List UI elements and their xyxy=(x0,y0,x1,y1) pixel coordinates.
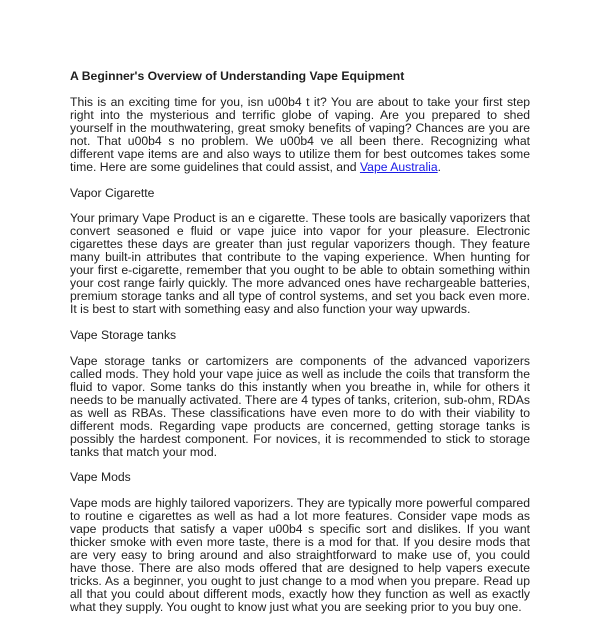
section-heading-vape-mods: Vape Mods xyxy=(70,470,131,485)
section-heading-vape-storage-tanks: Vape Storage tanks xyxy=(70,328,177,342)
vape-australia-link[interactable]: Vape Australia xyxy=(359,159,438,174)
section-body-vape-storage-tanks: Vape storage tanks or cartomizers are components of the advanced vaporizers called mods. They hold your vape juice as well as include the coils that transform the fluid to vapor. Some tanks do this instantly when you breathe in, while for others it needs to be manually activated. There are 4 types of tanks, criterion, sub-ohm, RDAs as well as RBAs. These classifications have even more to do with their viability to different mods. Regarding vape products are concerned, getting storage tanks is possibly the hardest component. For novices, it is recommended to stick to storage tanks that match your mod. xyxy=(70,353,530,459)
section-heading-vapor-cigarette: Vapor Cigarette xyxy=(70,185,155,200)
section-body-vapor-cigarette: Your primary Vape Product is an e cigarette. These tools are basically vaporizers that convert seasoned e fluid or vape juice into vapor for your pleasure. Electronic cigarettes these days are greater than just regular vaporizers though. They feature many built-in attributes that contribute to the vaping experience. When hunting for your first e-cigarette, remember that you ought to be able to obtain something within your cost range fairly quickly. The more advanced ones have rechargeable batteries, premium storage tanks and all type of control systems, and set you back even more. It is best to start with something easy and also function your way upwards. xyxy=(70,211,530,317)
section-body-vape-mods: Vape mods are highly tailored vaporizers. They are typically more powerful compared to routine e cigarettes as well as had a lot more features. Consider vape mods as vape products that satisfy a vaper u00b4 s specific sort and dislikes. If you want thicker smoke with even more taste, there is a mod for that. If you desire mods that are very easy to bring around and also straightforward to make use of, you could have those. There are also mods offered that are designed to help vapers execute tricks. As a beginner, you ought to just change to a mod when you prepare. Read up all that you could about different mods, exactly how they function as well as exactly what they supply. You ought to know just what you are seeking prior to you buy one. xyxy=(70,496,530,614)
intro-text-end: . xyxy=(437,159,442,174)
document-title: A Beginner's Overview of Understanding Vape Equipment xyxy=(70,69,405,83)
document-page xyxy=(70,70,530,627)
intro-text: This is an exciting time for you, isn u00b4 t it? You are about to take your first step right into the mysterious and terrific globe of vaping. Are you prepared to shed yourself in the mouthwatering, great smoky benefits of vaping? Chances are you are not. That u00b4 s no problem. We u00b4 ve all been there. Recognizing what different vape items are and also ways to utilize them for best outcomes takes some time. Here are some guidelines that could assist, and xyxy=(70,94,530,174)
intro-paragraph xyxy=(70,96,530,174)
